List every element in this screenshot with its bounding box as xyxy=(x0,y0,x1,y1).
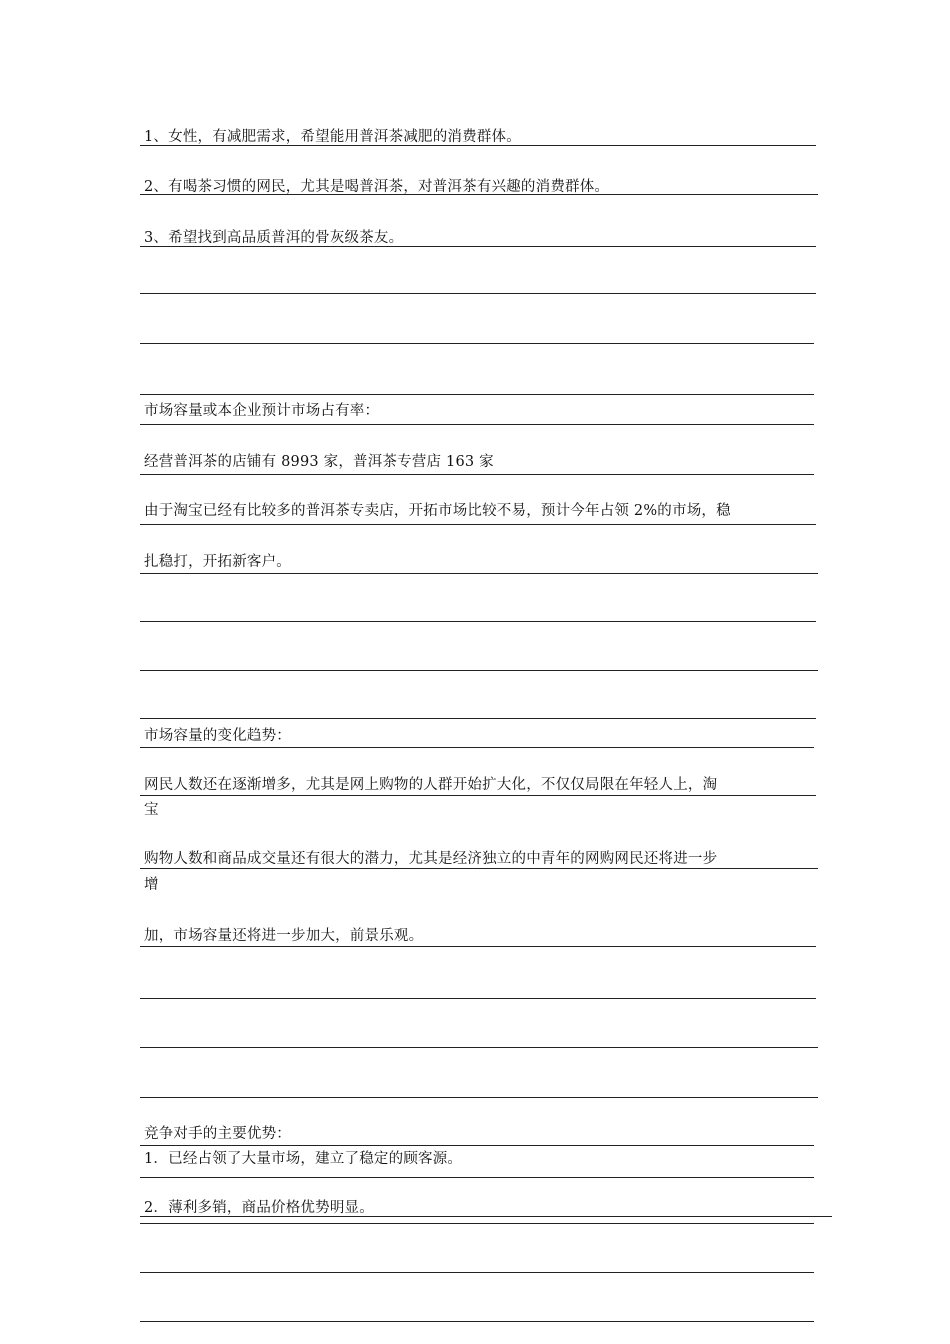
form-line xyxy=(140,1177,814,1178)
market-share-line-1: 经营普洱茶的店铺有 8993 家，普洱茶专营店 163 家 xyxy=(144,454,494,470)
form-line xyxy=(140,1321,814,1322)
form-line xyxy=(140,246,816,247)
form-line xyxy=(140,194,818,195)
form-line xyxy=(140,293,816,294)
form-line xyxy=(140,1216,832,1217)
trend-line-2-wrap: 增 xyxy=(144,877,159,893)
trend-line-3: 加，市场容量还将进一步加大，前景乐观。 xyxy=(144,928,424,944)
form-line xyxy=(140,474,814,475)
target-group-3: 3、希望找到高品质普洱的骨灰级茶友。 xyxy=(144,230,404,246)
form-line xyxy=(140,343,814,344)
market-share-line-2: 由于淘宝已经有比较多的普洱茶专卖店，开拓市场比较不易，预计今年占领 2%的市场，稳 xyxy=(144,503,731,519)
form-line xyxy=(140,670,818,671)
trend-line-2: 购物人数和商品成交量还有很大的潜力，尤其是经济独立的中青年的网购网民还将进一步 xyxy=(144,851,718,867)
competitor-heading: 竞争对手的主要优势： xyxy=(144,1126,291,1142)
trend-heading: 市场容量的变化趋势： xyxy=(144,728,291,744)
target-group-1: 1、女性，有减肥需求，希望能用普洱茶减肥的消费群体。 xyxy=(144,129,521,145)
form-line xyxy=(140,1272,814,1273)
form-line xyxy=(140,424,814,425)
form-line xyxy=(140,621,816,622)
form-line xyxy=(140,998,816,999)
form-line xyxy=(140,1145,814,1146)
form-line xyxy=(140,1223,814,1224)
form-line xyxy=(140,795,816,796)
form-line xyxy=(140,868,818,869)
form-line xyxy=(140,1097,818,1098)
form-line xyxy=(140,524,816,525)
form-line xyxy=(140,1047,818,1048)
trend-line-1: 网民人数还在逐渐增多，尤其是网上购物的人群开始扩大化，不仅仅局限在年轻人上，淘 xyxy=(144,777,718,793)
form-line xyxy=(140,394,814,395)
form-line xyxy=(140,145,816,146)
competitor-advantage-1: 1．已经占领了大量市场，建立了稳定的顾客源。 xyxy=(144,1151,463,1167)
form-line xyxy=(140,747,814,748)
trend-line-1-wrap: 宝 xyxy=(144,802,159,818)
form-line xyxy=(140,946,816,947)
market-share-heading: 市场容量或本企业预计市场占有率： xyxy=(144,403,380,419)
target-group-2: 2、有喝茶习惯的网民，尤其是喝普洱茶，对普洱茶有兴趣的消费群体。 xyxy=(144,179,610,195)
form-line xyxy=(140,718,816,719)
competitor-advantage-2: 2．薄利多销，商品价格优势明显。 xyxy=(144,1200,374,1216)
form-line xyxy=(140,573,818,574)
market-share-line-3: 扎稳打，开拓新客户。 xyxy=(144,554,291,570)
